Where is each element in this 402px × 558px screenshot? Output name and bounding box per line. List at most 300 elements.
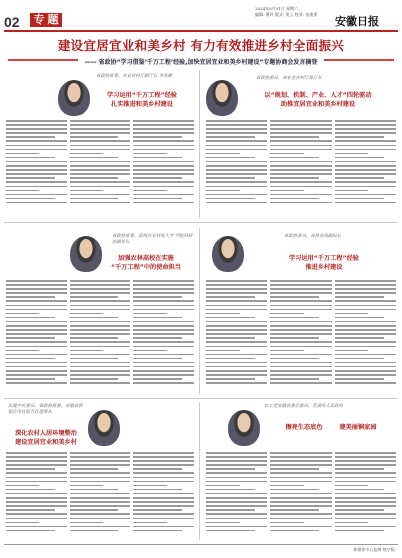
portrait-photo: [206, 80, 238, 116]
text-line: [133, 501, 194, 503]
text-line: [335, 501, 396, 503]
text-line: [133, 284, 194, 286]
text-line: [133, 132, 194, 134]
text-line: [133, 382, 194, 384]
article-body: [6, 452, 194, 538]
text-line: [6, 341, 67, 343]
text-line: [133, 128, 194, 130]
text-line: [335, 481, 396, 483]
text-line: [133, 181, 194, 183]
text-line: [270, 317, 319, 319]
text-line: [335, 489, 384, 491]
text-column: [133, 280, 194, 390]
text-column: [6, 120, 67, 208]
text-line: [206, 136, 255, 138]
text-line: [133, 124, 194, 126]
text-line: [335, 382, 396, 384]
article-title: [240, 92, 396, 109]
text-line: [335, 468, 384, 470]
text-line: [335, 186, 396, 188]
row-divider: [4, 222, 398, 223]
text-line: [270, 321, 331, 323]
text-line: [206, 477, 267, 479]
text-line: [133, 354, 194, 356]
text-line: [133, 190, 166, 192]
text-line: [206, 354, 267, 356]
text-line: [70, 346, 131, 348]
text-column: [70, 452, 131, 538]
portrait-photo: [228, 410, 260, 446]
text-line: [206, 526, 267, 528]
text-line: [206, 140, 267, 142]
text-line: [6, 149, 67, 151]
text-line: [206, 337, 255, 339]
text-line: [6, 358, 55, 360]
text-line: [270, 309, 331, 311]
text-line: [70, 292, 131, 294]
author-intro: 省政协委员、省林业局副局长: [284, 234, 342, 239]
text-line: [206, 518, 267, 520]
text-line: [133, 280, 194, 282]
text-line: [335, 505, 396, 507]
text-line: [335, 140, 396, 142]
text-column: [206, 452, 267, 538]
text-line: [133, 309, 194, 311]
text-line: [335, 456, 396, 458]
article-body: [206, 452, 396, 538]
text-line: [335, 173, 396, 175]
text-line: [6, 370, 67, 372]
text-line: [206, 313, 240, 315]
text-line: [335, 341, 396, 343]
text-line: [335, 194, 396, 196]
text-line: [133, 346, 194, 348]
portrait-photo: [58, 80, 90, 116]
text-line: [270, 374, 331, 376]
author-intro: 省政协委员、省农业农村厅原厅长: [256, 76, 322, 81]
text-line: [6, 280, 67, 282]
text-line: [270, 157, 319, 159]
text-line: [133, 194, 194, 196]
text-line: [206, 370, 267, 372]
text-line: [206, 132, 267, 134]
text-line: [133, 165, 194, 167]
text-line: [335, 329, 396, 331]
text-line: [133, 292, 194, 294]
text-line: [270, 153, 304, 155]
text-line: [6, 485, 39, 487]
text-line: [335, 477, 396, 479]
title-line: 助推宜居宜业和美乡村建设: [280, 100, 356, 108]
text-line: [133, 153, 166, 155]
text-line: [206, 296, 255, 298]
text-line: [133, 341, 194, 343]
text-line: [70, 530, 119, 532]
text-line: [133, 202, 194, 204]
text-line: [335, 518, 396, 520]
text-line: [335, 198, 384, 200]
text-line: [270, 346, 331, 348]
text-line: [270, 530, 319, 532]
text-line: [206, 202, 267, 204]
text-line: [6, 378, 55, 380]
text-line: [6, 366, 67, 368]
text-line: [70, 374, 131, 376]
title-line: 建美丽铜家园: [339, 424, 377, 431]
text-line: [335, 333, 396, 335]
text-line: [70, 358, 119, 360]
text-line: [70, 509, 119, 511]
text-line: [270, 522, 304, 524]
text-line: [270, 284, 331, 286]
text-line: [270, 518, 331, 520]
text-line: [6, 530, 55, 532]
text-line: [70, 136, 119, 138]
text-line: [270, 358, 319, 360]
text-line: [6, 292, 67, 294]
text-line: [206, 194, 267, 196]
text-line: [70, 149, 131, 151]
text-line: [206, 497, 267, 499]
text-line: [70, 181, 131, 183]
text-line: [133, 161, 194, 163]
text-line: [133, 136, 182, 138]
text-line: [133, 149, 194, 151]
text-line: [6, 452, 67, 454]
text-line: [270, 366, 331, 368]
subheadline: —— 省政协“学习借鉴‘千万工程’经验,加快宜居宜业和美乡村建设”专题协商会发言摘登: [84, 59, 318, 66]
text-line: [133, 337, 182, 339]
title-line: 扎实推进和美乡村建设: [111, 100, 173, 108]
text-column: [206, 120, 267, 208]
text-line: [206, 329, 267, 331]
text-line: [206, 173, 267, 175]
text-line: [70, 378, 119, 380]
text-line: [70, 505, 131, 507]
text-line: [70, 477, 131, 479]
text-line: [70, 481, 131, 483]
article-title: [94, 92, 190, 109]
text-line: [335, 153, 369, 155]
text-line: [206, 468, 255, 470]
text-line: [133, 186, 194, 188]
text-line: [70, 325, 131, 327]
text-line: [6, 202, 67, 204]
text-line: [270, 128, 331, 130]
text-line: [206, 145, 267, 147]
text-line: [70, 321, 131, 323]
portrait-photo: [212, 236, 244, 272]
title-line: 推进乡村建设: [305, 263, 343, 271]
text-line: [270, 354, 331, 356]
text-line: [70, 161, 131, 163]
text-line: [270, 526, 331, 528]
text-line: [335, 350, 369, 352]
text-line: [206, 362, 267, 364]
text-line: [70, 468, 119, 470]
text-line: [6, 464, 67, 466]
text-line: [206, 489, 255, 491]
text-line: [335, 177, 384, 179]
text-line: [206, 509, 255, 511]
text-line: [70, 165, 131, 167]
text-line: [206, 378, 255, 380]
text-line: [270, 481, 331, 483]
text-line: [133, 477, 194, 479]
text-line: [206, 120, 267, 122]
text-line: [6, 296, 55, 298]
text-line: [335, 526, 396, 528]
text-line: [6, 198, 55, 200]
footer-rule: [4, 544, 398, 545]
text-line: [6, 460, 67, 462]
text-line: [133, 296, 182, 298]
text-line: [206, 198, 255, 200]
text-line: [133, 169, 194, 171]
text-line: [6, 333, 67, 335]
text-line: [133, 370, 194, 372]
text-line: [6, 140, 67, 142]
text-line: [70, 518, 131, 520]
text-line: [206, 288, 267, 290]
text-line: [70, 460, 131, 462]
section-label: 专 题: [30, 13, 62, 27]
article-body: [6, 120, 194, 208]
text-line: [133, 505, 194, 507]
text-line: [335, 305, 396, 307]
text-line: [133, 530, 182, 532]
text-line: [70, 513, 131, 515]
text-line: [335, 464, 396, 466]
author-intro: 省政协常委、农业农村厅副厅长 李兆勤: [96, 74, 173, 79]
text-line: [270, 501, 331, 503]
text-line: [270, 173, 331, 175]
text-line: [270, 329, 331, 331]
text-line: [70, 489, 119, 491]
text-line: [335, 284, 396, 286]
text-line: [70, 341, 131, 343]
text-line: [335, 202, 396, 204]
text-line: [133, 378, 182, 380]
text-column: [206, 280, 267, 390]
text-line: [270, 489, 319, 491]
text-line: [270, 120, 331, 122]
text-line: [206, 186, 267, 188]
text-line: [133, 288, 194, 290]
text-line: [6, 374, 67, 376]
text-line: [6, 194, 67, 196]
text-line: [206, 456, 267, 458]
article-title: [4, 430, 88, 447]
text-line: [206, 493, 267, 495]
text-line: [335, 346, 396, 348]
text-line: [335, 452, 396, 454]
text-line: [206, 350, 240, 352]
text-line: [335, 292, 396, 294]
text-line: [270, 468, 319, 470]
text-line: [335, 296, 384, 298]
text-line: [6, 509, 55, 511]
text-line: [70, 317, 119, 319]
text-line: [70, 313, 103, 315]
text-line: [6, 305, 67, 307]
text-line: [133, 485, 166, 487]
text-line: [70, 472, 131, 474]
text-line: [70, 464, 131, 466]
text-line: [270, 300, 331, 302]
text-line: [270, 202, 331, 204]
text-column: [70, 280, 131, 390]
text-line: [206, 309, 267, 311]
text-line: [133, 198, 182, 200]
text-line: [133, 374, 194, 376]
text-line: [6, 317, 55, 319]
column-divider: [199, 228, 200, 394]
text-line: [70, 309, 131, 311]
portrait-photo: [88, 410, 120, 446]
text-line: [335, 181, 396, 183]
text-line: [133, 472, 194, 474]
text-line: [335, 522, 369, 524]
text-line: [335, 280, 396, 282]
text-line: [133, 177, 182, 179]
text-line: [206, 177, 255, 179]
text-line: [270, 280, 331, 282]
text-line: [270, 464, 331, 466]
text-line: [70, 501, 131, 503]
text-line: [335, 132, 396, 134]
row-divider: [4, 398, 398, 399]
text-line: [133, 321, 194, 323]
text-line: [206, 124, 267, 126]
page-number: 02: [4, 14, 20, 30]
text-line: [270, 485, 304, 487]
article-title: [318, 424, 398, 433]
text-line: [133, 497, 194, 499]
text-line: [133, 120, 194, 122]
text-line: [335, 321, 396, 323]
text-line: [70, 194, 131, 196]
text-line: [6, 518, 67, 520]
text-line: [6, 300, 67, 302]
text-line: [133, 493, 194, 495]
text-line: [206, 374, 267, 376]
text-line: [206, 128, 267, 130]
text-line: [270, 509, 319, 511]
text-line: [270, 181, 331, 183]
text-column: [335, 280, 396, 390]
text-line: [6, 288, 67, 290]
text-line: [335, 362, 396, 364]
text-line: [6, 501, 67, 503]
text-line: [270, 124, 331, 126]
author-intro: 农工党安徽省委会委员、芜湖市人民政府: [264, 404, 344, 409]
text-line: [206, 325, 267, 327]
text-line: [70, 190, 103, 192]
text-line: [133, 325, 194, 327]
text-line: [70, 280, 131, 282]
date-info: [255, 6, 335, 18]
text-line: [70, 128, 131, 130]
text-line: [133, 464, 194, 466]
text-line: [6, 165, 67, 167]
text-line: [133, 522, 166, 524]
text-line: [6, 325, 67, 327]
text-line: [6, 321, 67, 323]
text-line: [270, 169, 331, 171]
text-line: [6, 382, 67, 384]
text-line: [133, 456, 194, 458]
text-line: [70, 132, 131, 134]
text-line: [70, 456, 131, 458]
text-line: [70, 202, 131, 204]
text-line: [133, 333, 194, 335]
text-line: [6, 513, 67, 515]
text-line: [270, 198, 319, 200]
article-body: [6, 280, 194, 390]
text-line: [133, 509, 182, 511]
text-line: [270, 161, 331, 163]
text-line: [270, 140, 331, 142]
text-line: [6, 489, 55, 491]
text-line: [270, 145, 331, 147]
text-line: [6, 157, 55, 159]
text-column: [335, 452, 396, 538]
text-line: [335, 145, 396, 147]
date-line: 2024年8月31日 星期六: [255, 6, 299, 11]
text-column: [70, 120, 131, 208]
article-title: [264, 255, 384, 272]
text-line: [133, 173, 194, 175]
text-line: [206, 485, 240, 487]
column-divider: [199, 70, 200, 218]
text-line: [206, 317, 255, 319]
text-line: [133, 300, 194, 302]
text-line: [70, 362, 131, 364]
text-line: [6, 186, 67, 188]
text-line: [270, 477, 331, 479]
text-line: [6, 132, 67, 134]
text-line: [70, 452, 131, 454]
text-line: [206, 522, 240, 524]
text-line: [6, 362, 67, 364]
text-line: [206, 161, 267, 163]
text-line: [206, 464, 267, 466]
text-line: [335, 300, 396, 302]
text-line: [6, 284, 67, 286]
text-column: [335, 120, 396, 208]
text-line: [206, 181, 267, 183]
text-line: [133, 329, 194, 331]
text-line: [70, 157, 119, 159]
text-line: [70, 366, 131, 368]
text-column: [6, 280, 67, 390]
article-title: [96, 255, 196, 272]
text-line: [270, 194, 331, 196]
text-line: [6, 493, 67, 495]
text-line: [133, 489, 182, 491]
text-line: [133, 452, 194, 454]
text-line: [70, 329, 131, 331]
text-line: [335, 370, 396, 372]
text-line: [70, 300, 131, 302]
text-line: [335, 337, 384, 339]
text-line: [206, 341, 267, 343]
text-line: [335, 309, 396, 311]
text-line: [206, 358, 255, 360]
text-line: [270, 456, 331, 458]
footer-note: 新媒体中心监制 数字版:: [353, 547, 396, 552]
